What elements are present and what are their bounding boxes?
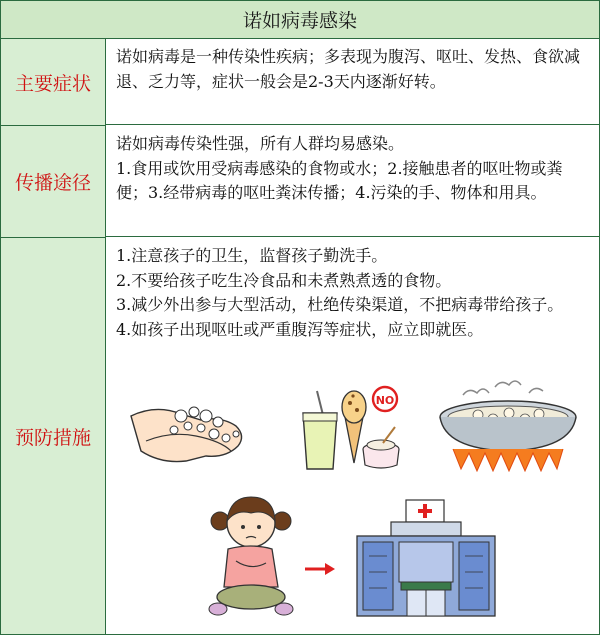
row-label-transmission: 传播途径 (1, 126, 106, 238)
sick-child-illustration (206, 491, 296, 621)
prevention-line-1: 1.注意孩子的卫生，监督孩子勤洗手。 (116, 246, 388, 265)
transmission-line-2: 1.食用或饮用受病毒感染的食物或水；2.接触患者的呕吐物或粪便；3.经带病毒的呕吐粪沫传播；4.污染的手、物体和用具。 (116, 158, 563, 202)
hospital-illustration (351, 496, 501, 621)
symptoms-text: 诺如病毒是一种传染性疾病；多表现为腹泻、呕吐、发热、食欲减退、乏力等，症状一般会是2-3天内逐渐好转。 (116, 47, 581, 91)
prevention-line-2: 2.不要给孩子吃生冷食品和未煮熟煮透的食物。 (116, 270, 452, 290)
prevention-line-3: 3.减少外出参与大型活动，杜绝传染渠道，不把病毒带给孩子。 (116, 295, 564, 314)
boiling-pot-illustration (433, 377, 583, 472)
row-content-transmission (106, 126, 599, 237)
row-label-symptoms: 主要症状 (1, 39, 106, 126)
transmission-line-1: 诺如病毒传染性强，所有人群均易感染。 (116, 134, 405, 153)
no-sign-label: NO (375, 394, 395, 407)
row-content-symptoms (106, 39, 599, 125)
arrow-right-icon (303, 561, 337, 577)
row-label-prevention: 预防措施 (1, 238, 106, 634)
table-title: 诺如病毒感染 (1, 1, 599, 39)
prevention-line-4: 4.如孩子出现呕吐或严重腹泻等症状，应立即就医。 (116, 319, 484, 339)
handwashing-illustration (126, 386, 251, 471)
cold-food-illustration (297, 383, 407, 473)
